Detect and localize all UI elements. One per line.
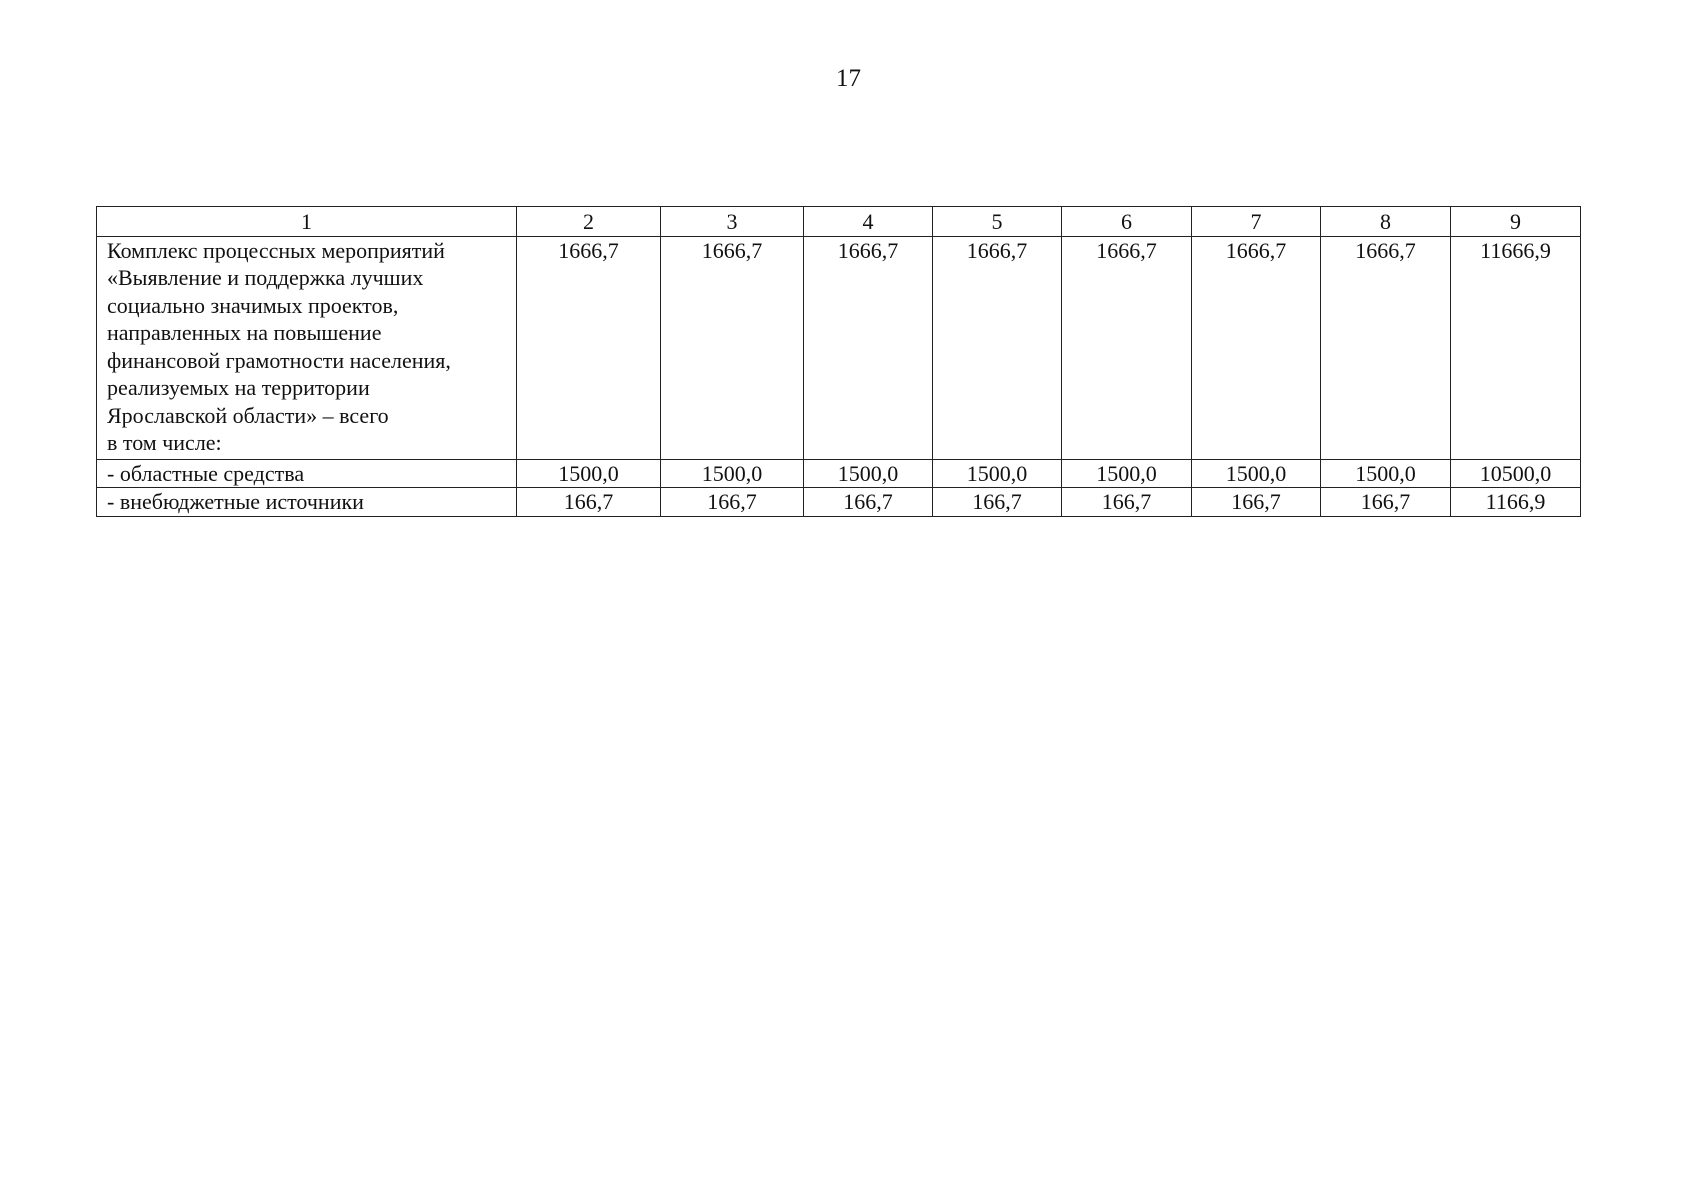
table-row-extrabudgetary [97,488,1581,517]
table-row-total [97,236,1581,459]
column-header: 6 [1062,207,1192,237]
value-cell: 1500,0 [1192,459,1321,488]
header-row [97,207,1581,237]
budget-table [96,206,1581,517]
value-cell: 1500,0 [1062,459,1192,488]
label-line: социально значимых проектов, [107,292,399,318]
label-line: Ярославской области» – всего [107,402,389,428]
column-header: 1 [97,207,517,237]
value-cell: 1666,7 [517,236,661,459]
value-cell: 1666,7 [1062,236,1192,459]
value-cell: 1666,7 [804,236,933,459]
value-cell: 10500,0 [1451,459,1581,488]
value-cell: 1500,0 [517,459,661,488]
label-line: Комплекс процессных мероприятий [107,237,445,263]
value-cell: 166,7 [1192,488,1321,517]
row-label-extrabudgetary: - внебюджетные источники [97,488,517,517]
value-cell: 1500,0 [804,459,933,488]
value-cell: 1666,7 [1321,236,1451,459]
column-header: 3 [661,207,804,237]
label-line: финансовой грамотности населения, [107,347,451,373]
value-cell: 1500,0 [1321,459,1451,488]
value-cell: 1500,0 [933,459,1062,488]
row-label-total [97,236,517,459]
value-cell: 1666,7 [933,236,1062,459]
value-cell: 166,7 [804,488,933,517]
value-cell: 166,7 [933,488,1062,517]
column-header: 7 [1192,207,1321,237]
label-line: «Выявление и поддержка лучших [107,265,424,290]
table-row-regional [97,459,1581,488]
value-cell: 166,7 [1062,488,1192,517]
value-cell: 1666,7 [1192,236,1321,459]
value-cell: 11666,9 [1451,236,1581,459]
value-cell: 1166,9 [1451,488,1581,517]
column-header: 4 [804,207,933,237]
column-header: 9 [1451,207,1581,237]
value-cell: 166,7 [517,488,661,517]
column-header: 2 [517,207,661,237]
label-line: направленных на повышение [107,320,382,345]
value-cell: 1500,0 [661,459,804,488]
row-label-regional: - областные средства [97,459,517,488]
column-header: 5 [933,207,1062,237]
value-cell: 166,7 [661,488,804,517]
value-cell: 1666,7 [661,236,804,459]
page-number: 17 [836,65,861,92]
label-line: в том числе: [107,430,222,455]
value-cell: 166,7 [1321,488,1451,517]
column-header: 8 [1321,207,1451,237]
label-line: реализуемых на территории [107,375,370,400]
